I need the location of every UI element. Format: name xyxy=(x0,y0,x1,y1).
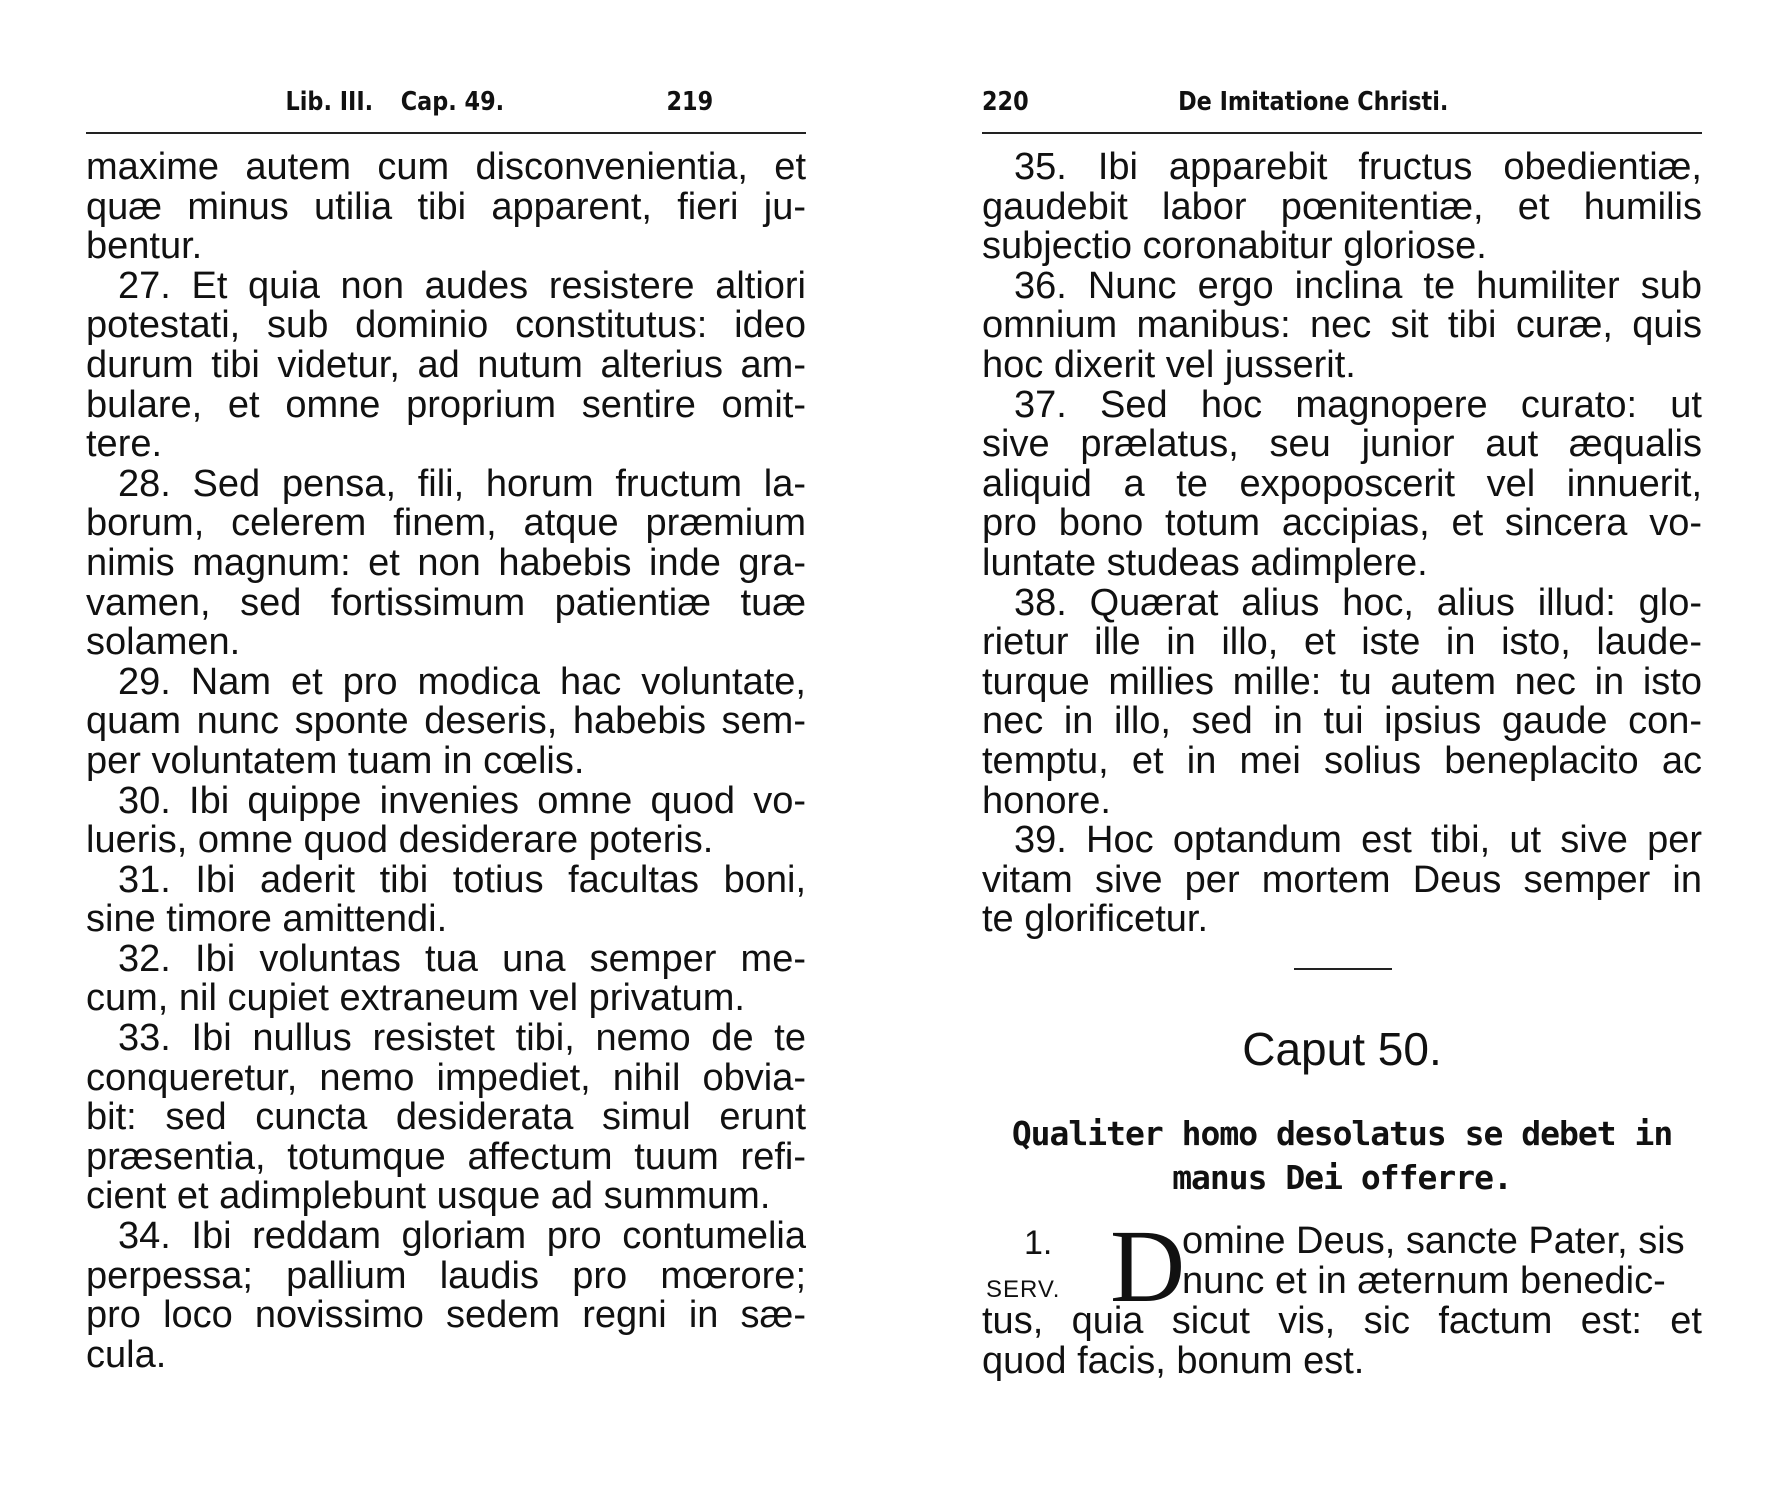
text-line-content: 30. Ibi quippe invenies omne quod vo- xyxy=(118,779,806,822)
text-line-content: vamen, sed fortissimum patientiæ tuæ xyxy=(86,581,806,624)
verse-number: 1. xyxy=(1024,1224,1053,1262)
chapter-subtitle xyxy=(982,1112,1702,1200)
text-line xyxy=(86,462,806,505)
text-line xyxy=(86,148,806,188)
text-line-content: pro loco novissimo sedem regni in sæ- xyxy=(86,1294,806,1337)
text-line xyxy=(982,858,1702,901)
text-line xyxy=(86,185,806,228)
text-line-content: honore. xyxy=(982,779,1111,822)
verse-line: quod facis, bonum est. xyxy=(982,1340,1365,1382)
text-line-content: cula. xyxy=(86,1333,167,1376)
text-line xyxy=(86,739,806,782)
text-line-content: cum, nil cupiet extraneum vel privatum. xyxy=(86,977,745,1020)
text-line-content: sive prælatus, seu junior aut æqualis xyxy=(982,423,1702,466)
text-line-content: 33. Ibi nullus resistet tibi, nemo de te xyxy=(118,1017,806,1060)
text-line-content: conqueretur, nemo impediet, nihil obvia- xyxy=(86,1056,806,1099)
text-line-content: 38. Quærat alius hoc, alius illud: glo- xyxy=(1014,581,1702,624)
text-line xyxy=(982,227,1702,267)
text-line-content: rietur ille in illo, et iste in isto, laude- xyxy=(982,621,1702,664)
text-line-content: aliquid a te expoposcerit vel innuerit, xyxy=(982,462,1702,505)
text-line xyxy=(982,779,1702,822)
text-line-content: quam nunc sponte deseris, habebis sem- xyxy=(86,700,806,743)
right-running-head xyxy=(982,0,1702,117)
verse-line: omine Deus, sancte Pater, sis xyxy=(1182,1220,1685,1262)
text-line xyxy=(86,858,806,901)
text-line xyxy=(86,306,806,346)
text-line xyxy=(982,821,1702,861)
verse-line: tus, quia sicut vis, sic factum est: et xyxy=(982,1300,1702,1342)
text-line-content: durum tibi videtur, ad nutum alterius am- xyxy=(86,343,806,386)
text-line-content: hoc dixerit vel jusserit. xyxy=(982,343,1356,386)
text-line xyxy=(86,227,806,267)
text-line-content: per voluntatem tuam in cœlis. xyxy=(86,739,585,782)
book-section-label: Lib. III. xyxy=(285,87,374,117)
text-line xyxy=(982,623,1702,663)
text-line xyxy=(982,900,1702,940)
text-line xyxy=(86,383,806,426)
text-line-content: tere. xyxy=(86,423,163,466)
text-line-content: 34. Ibi reddam gloriam pro contumelia xyxy=(118,1215,806,1258)
text-line xyxy=(86,504,806,544)
text-line-content: bit: sed cuncta desiderata simul erunt xyxy=(86,1096,806,1139)
text-line xyxy=(86,1098,806,1138)
text-line xyxy=(982,462,1702,505)
text-line xyxy=(86,1217,806,1257)
text-line-content: 32. Ibi voluntas tua una semper me- xyxy=(118,937,806,980)
text-line-content: perpessa; pallium laudis pro mœrore; xyxy=(86,1254,806,1297)
text-line xyxy=(86,821,806,861)
text-line-content: sine timore amittendi. xyxy=(86,898,448,941)
text-line-content: bulare, et omne proprium sentire omit- xyxy=(86,383,806,426)
text-line-content: 31. Ibi aderit tibi totius facultas boni, xyxy=(118,858,806,901)
text-line-content: turque millies mille: tu autem nec in isto xyxy=(982,660,1702,703)
page-number: 220 xyxy=(982,87,1029,117)
text-line-content: 27. Et quia non audes resistere altiori xyxy=(118,264,806,307)
text-line xyxy=(86,1333,806,1376)
drop-cap: D xyxy=(1110,1209,1186,1324)
text-line-content: vitam sive per mortem Deus semper in xyxy=(982,858,1702,901)
text-line xyxy=(86,581,806,624)
left-running-head xyxy=(86,0,806,117)
header-rule xyxy=(982,132,1702,134)
text-line-content: bentur. xyxy=(86,225,203,268)
text-line-content: 28. Sed pensa, fili, horum fructum la- xyxy=(118,462,806,505)
text-line-content: maxime autem cum disconvenientia, et xyxy=(86,146,806,188)
text-line xyxy=(982,383,1702,426)
chapter-label: Cap. 49. xyxy=(400,87,505,117)
text-line-content: cient et adimplebunt usque ad summum. xyxy=(86,1175,771,1218)
text-line xyxy=(982,425,1702,465)
text-line-content: subjectio coronabitur gloriose. xyxy=(982,225,1487,268)
text-line xyxy=(982,504,1702,544)
text-line-content: pro bono totum accipias, et sincera vo- xyxy=(982,502,1702,545)
text-line-content: 35. Ibi apparebit fructus obedientiæ, xyxy=(1014,146,1702,188)
text-line xyxy=(982,739,1702,782)
text-line-content: temptu, et in mei solius beneplacito ac xyxy=(982,739,1702,782)
text-line-content: borum, celerem finem, atque præmium xyxy=(86,502,806,545)
text-line-content: gaudebit labor pœnitentiæ, et humilis xyxy=(982,185,1702,228)
text-line xyxy=(86,541,806,584)
left-body-text xyxy=(86,148,806,1375)
text-line-content: nimis magnum: et non habebis inde gra- xyxy=(86,541,806,584)
chapter-subtitle-line: manus Dei offerre. xyxy=(1172,1158,1512,1197)
text-line xyxy=(86,979,806,1019)
text-line-content: 37. Sed hoc magnopere curato: ut xyxy=(1014,383,1702,426)
text-line-content: luntate studeas adimplere. xyxy=(982,541,1428,584)
text-line-content: præsentia, totumque affectum tuum refi- xyxy=(86,1135,806,1178)
text-line-content: lueris, omne quod desiderare poteris. xyxy=(86,819,714,862)
text-line xyxy=(982,343,1702,386)
text-line xyxy=(86,1135,806,1178)
text-line-content: quæ minus utilia tibi apparent, fieri ju- xyxy=(86,185,806,228)
speaker-label: SERV. xyxy=(986,1276,1061,1303)
left-page xyxy=(86,0,806,1376)
text-line xyxy=(86,1177,806,1217)
chapter-title: Caput 50. xyxy=(1242,1023,1442,1075)
right-page xyxy=(982,0,1702,1382)
text-line xyxy=(86,343,806,386)
section-separator xyxy=(1294,968,1392,970)
text-line xyxy=(86,702,806,742)
chapter-subtitle-line: Qualiter homo desolatus se debet in xyxy=(1011,1114,1673,1153)
book-title: De Imitatione Christi. xyxy=(1178,87,1449,117)
text-line xyxy=(982,660,1702,703)
text-line-content: te glorificetur. xyxy=(982,898,1208,941)
right-body-text xyxy=(982,148,1702,940)
text-line xyxy=(86,1254,806,1297)
text-line-content: omnium manibus: nec sit tibi curæ, quis xyxy=(982,304,1702,347)
text-line-content: nec in illo, sed in tui ipsius gaude con- xyxy=(982,700,1702,743)
text-line-content: 36. Nunc ergo inclina te humiliter sub xyxy=(1014,264,1702,307)
text-line xyxy=(982,264,1702,307)
text-line xyxy=(86,623,806,663)
page-number: 219 xyxy=(666,87,714,117)
text-line-content: 39. Hoc optandum est tibi, ut sive per xyxy=(1014,819,1702,862)
text-line xyxy=(86,1056,806,1099)
text-line xyxy=(982,185,1702,228)
text-line xyxy=(86,1019,806,1059)
text-line-content: potestati, sub dominio constitutus: ideo xyxy=(86,304,806,347)
text-line xyxy=(982,306,1702,346)
text-line-content: solamen. xyxy=(86,621,241,664)
verse-line: nunc et in æternum benedic- xyxy=(1182,1260,1666,1302)
text-line xyxy=(86,779,806,822)
text-line xyxy=(982,702,1702,742)
text-line xyxy=(86,660,806,703)
text-line xyxy=(86,1296,806,1336)
header-rule xyxy=(86,132,806,134)
text-line xyxy=(982,541,1702,584)
text-line xyxy=(982,148,1702,188)
text-line xyxy=(86,900,806,940)
text-line-content: 29. Nam et pro modica hac voluntate, xyxy=(118,660,806,703)
text-line xyxy=(86,264,806,307)
text-line xyxy=(86,425,806,465)
text-line xyxy=(86,937,806,980)
text-line xyxy=(982,581,1702,624)
